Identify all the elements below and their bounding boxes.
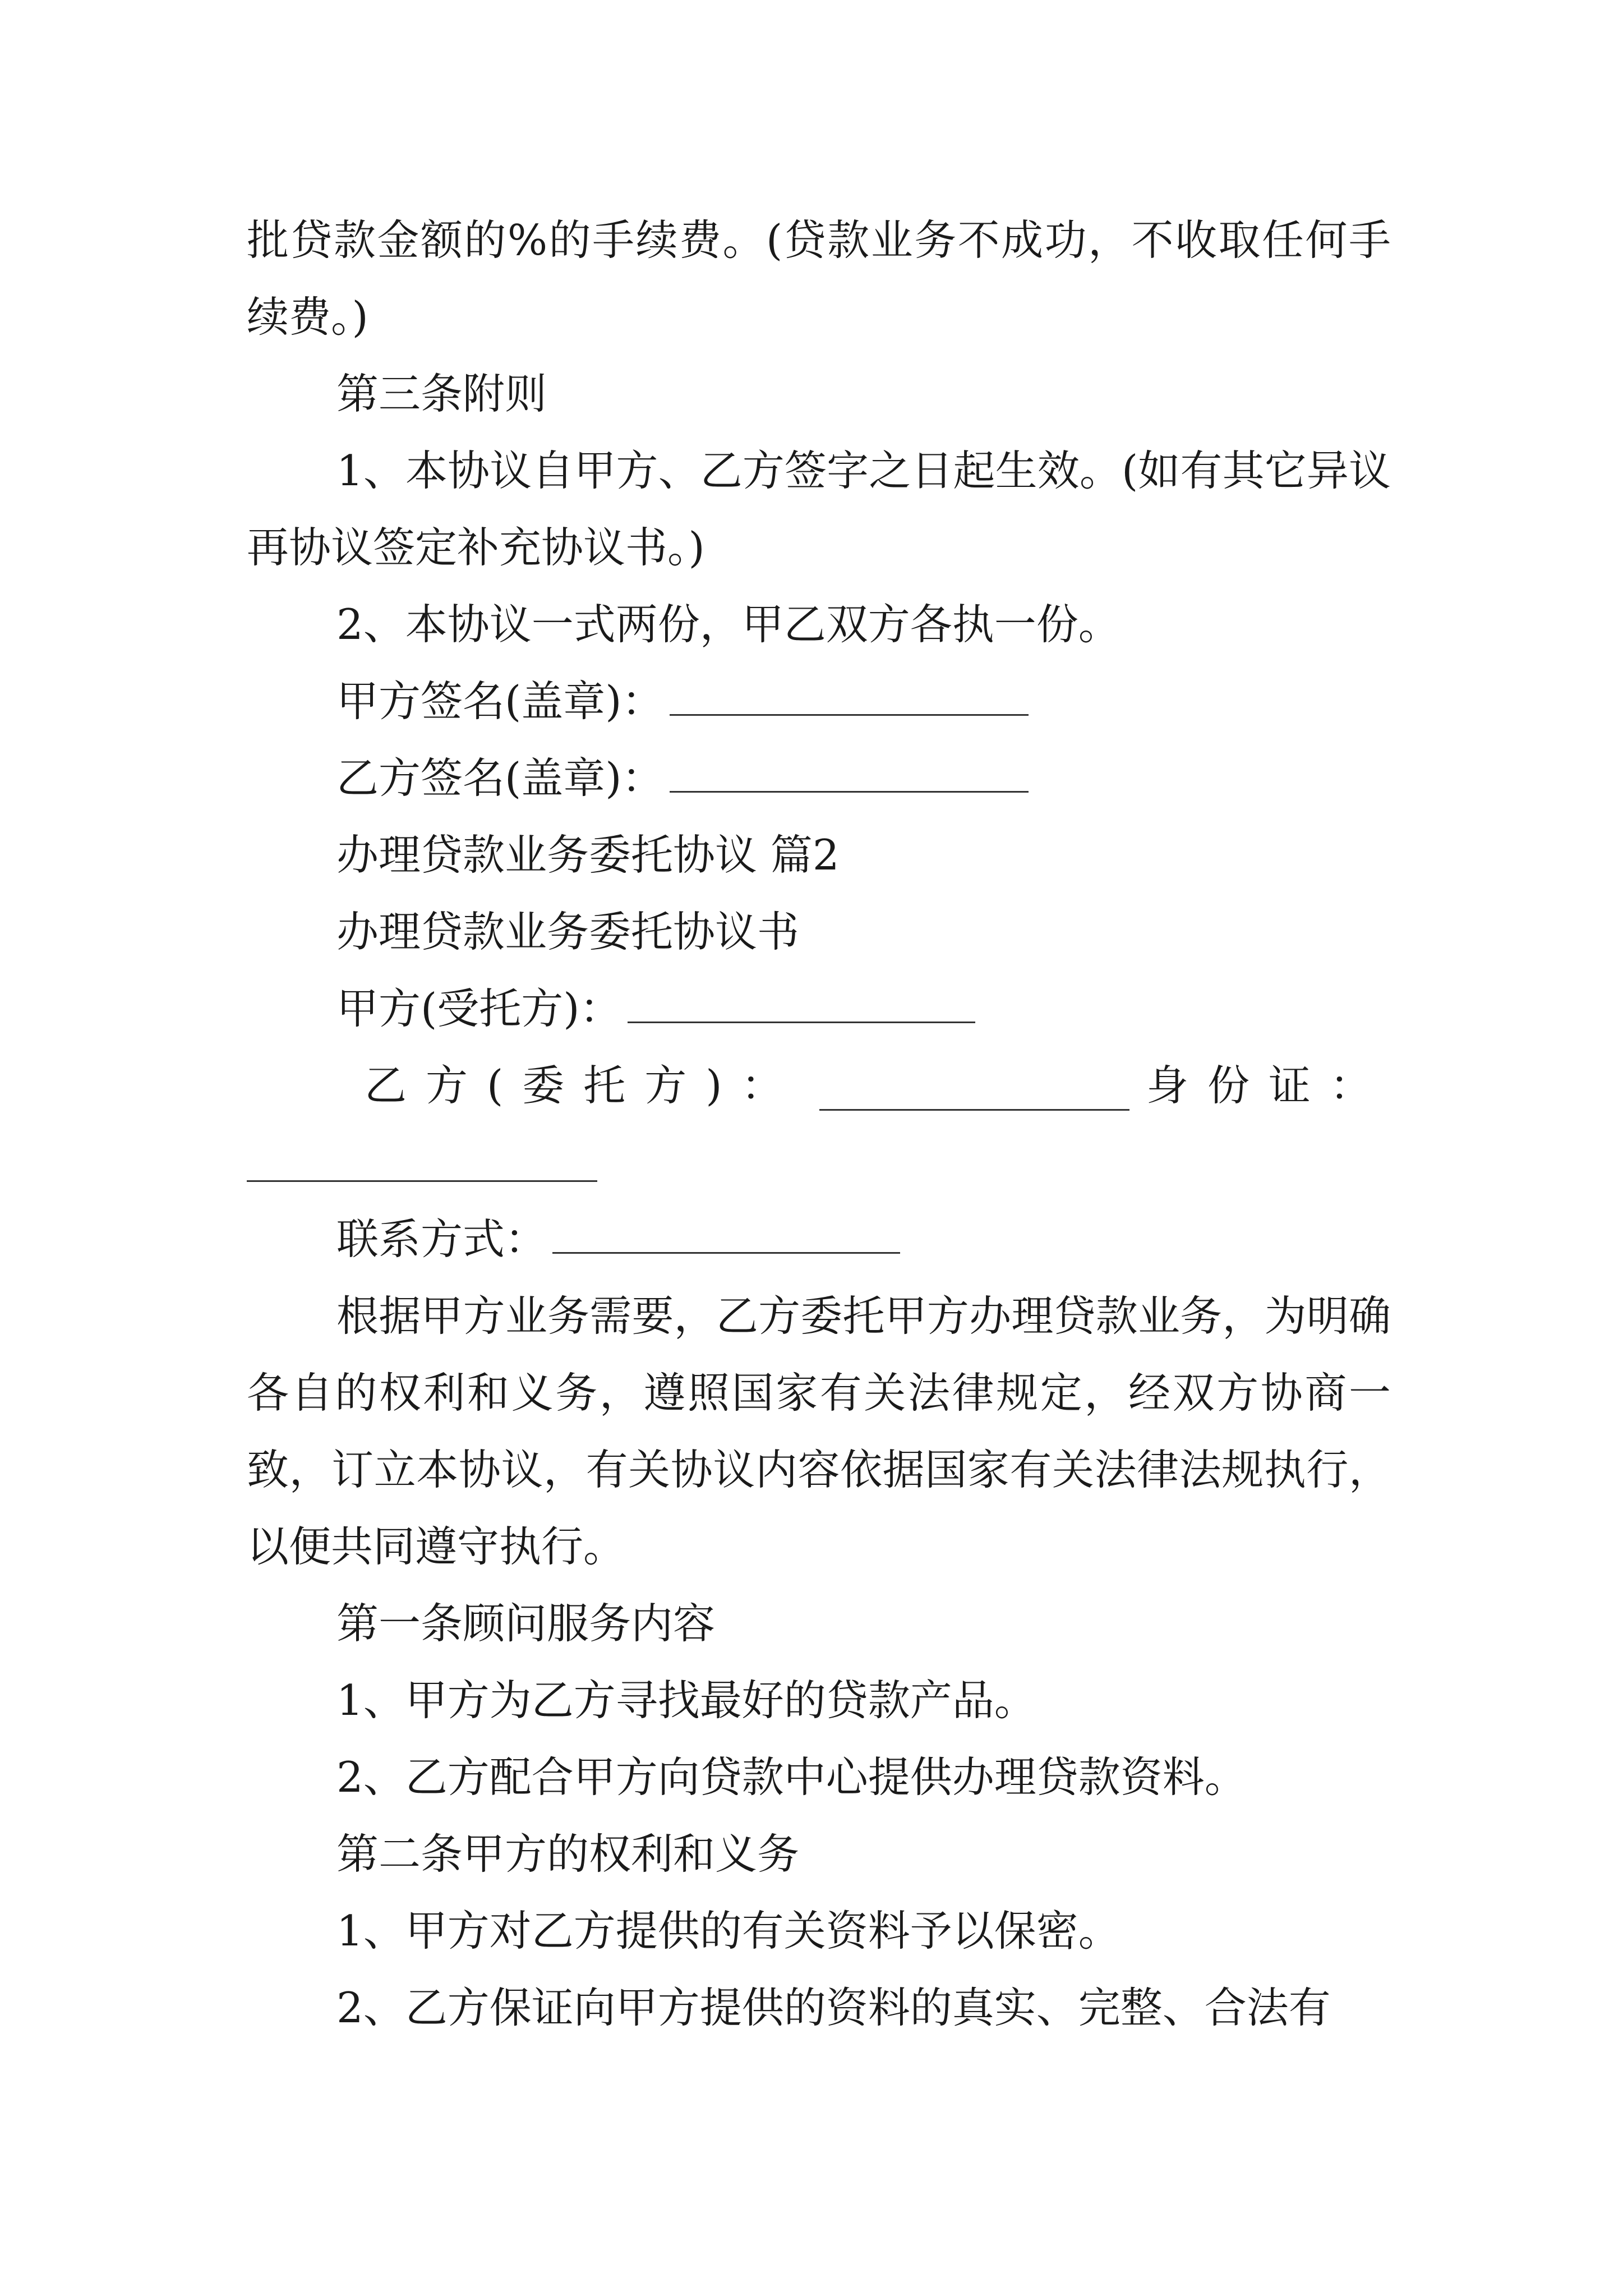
party-b-signature-label: 乙方签名(盖章)： [336, 753, 664, 803]
id-card-blank[interactable] [247, 1147, 597, 1182]
party-a-trustee-label: 甲方(受托方)： [336, 984, 622, 1033]
heading-article-2: 第二条甲方的权利和义务 [336, 1829, 800, 1879]
party-b-signature-line [247, 740, 1391, 817]
party-b-client-label: 乙方(委托方)： [365, 1061, 803, 1110]
party-a-signature-line [247, 663, 1391, 740]
paragraph-article-1-item-1: 1、甲方为乙方寻找最好的贷款产品。 [336, 1676, 1036, 1725]
party-b-client-line [247, 1047, 1391, 1124]
party-a-trustee-line [247, 970, 1391, 1047]
document-body [247, 202, 1391, 2046]
heading-agreement-part-2: 办理贷款业务委托协议 篇2 [336, 830, 840, 880]
party-b-signature-blank[interactable] [670, 757, 1029, 793]
paragraph-fee-clause: 批贷款金额的%的手续费。(贷款业务不成功，不收取任何手续费。) [247, 215, 1391, 342]
party-a-trustee-blank[interactable] [628, 988, 975, 1023]
contact-blank[interactable] [552, 1218, 900, 1254]
party-a-signature-blank[interactable] [670, 680, 1029, 716]
heading-agreement-title: 办理贷款业务委托协议书 [336, 907, 800, 956]
paragraph-article-2-item-2: 2、乙方保证向甲方提供的资料的真实、完整、合法有 [336, 1983, 1331, 2032]
contact-label: 联系方式： [336, 1214, 547, 1264]
paragraph-copies: 2、本协议一式两份，甲乙双方各执一份。 [336, 600, 1121, 649]
party-b-client-blank[interactable] [819, 1075, 1129, 1111]
paragraph-article-1-item-2: 2、乙方配合甲方向贷款中心提供办理贷款资料。 [336, 1752, 1247, 1802]
heading-article-1: 第一条顾问服务内容 [336, 1599, 716, 1648]
id-card-blank-line [247, 1124, 1391, 1201]
paragraph-article-2-item-1: 1、甲方对乙方提供的有关资料予以保密。 [336, 1906, 1121, 1955]
party-a-signature-label: 甲方签名(盖章)： [336, 677, 664, 726]
id-card-label: 身份证： [1146, 1061, 1391, 1110]
paragraph-effective: 1、本协议自甲方、乙方签字之日起生效。(如有其它异议再协议签定补充协议书。) [247, 446, 1391, 572]
paragraph-preamble: 根据甲方业务需要，乙方委托甲方办理贷款业务，为明确各自的权利和义务，遵照国家有关法律规定，经双方协商一致，订立本协议，有关协议内容依据国家有关法律法规执行，以便共同遵守执行。 [247, 1291, 1391, 1571]
heading-article-3: 第三条附则 [336, 369, 547, 418]
contact-line [247, 1201, 1391, 1278]
